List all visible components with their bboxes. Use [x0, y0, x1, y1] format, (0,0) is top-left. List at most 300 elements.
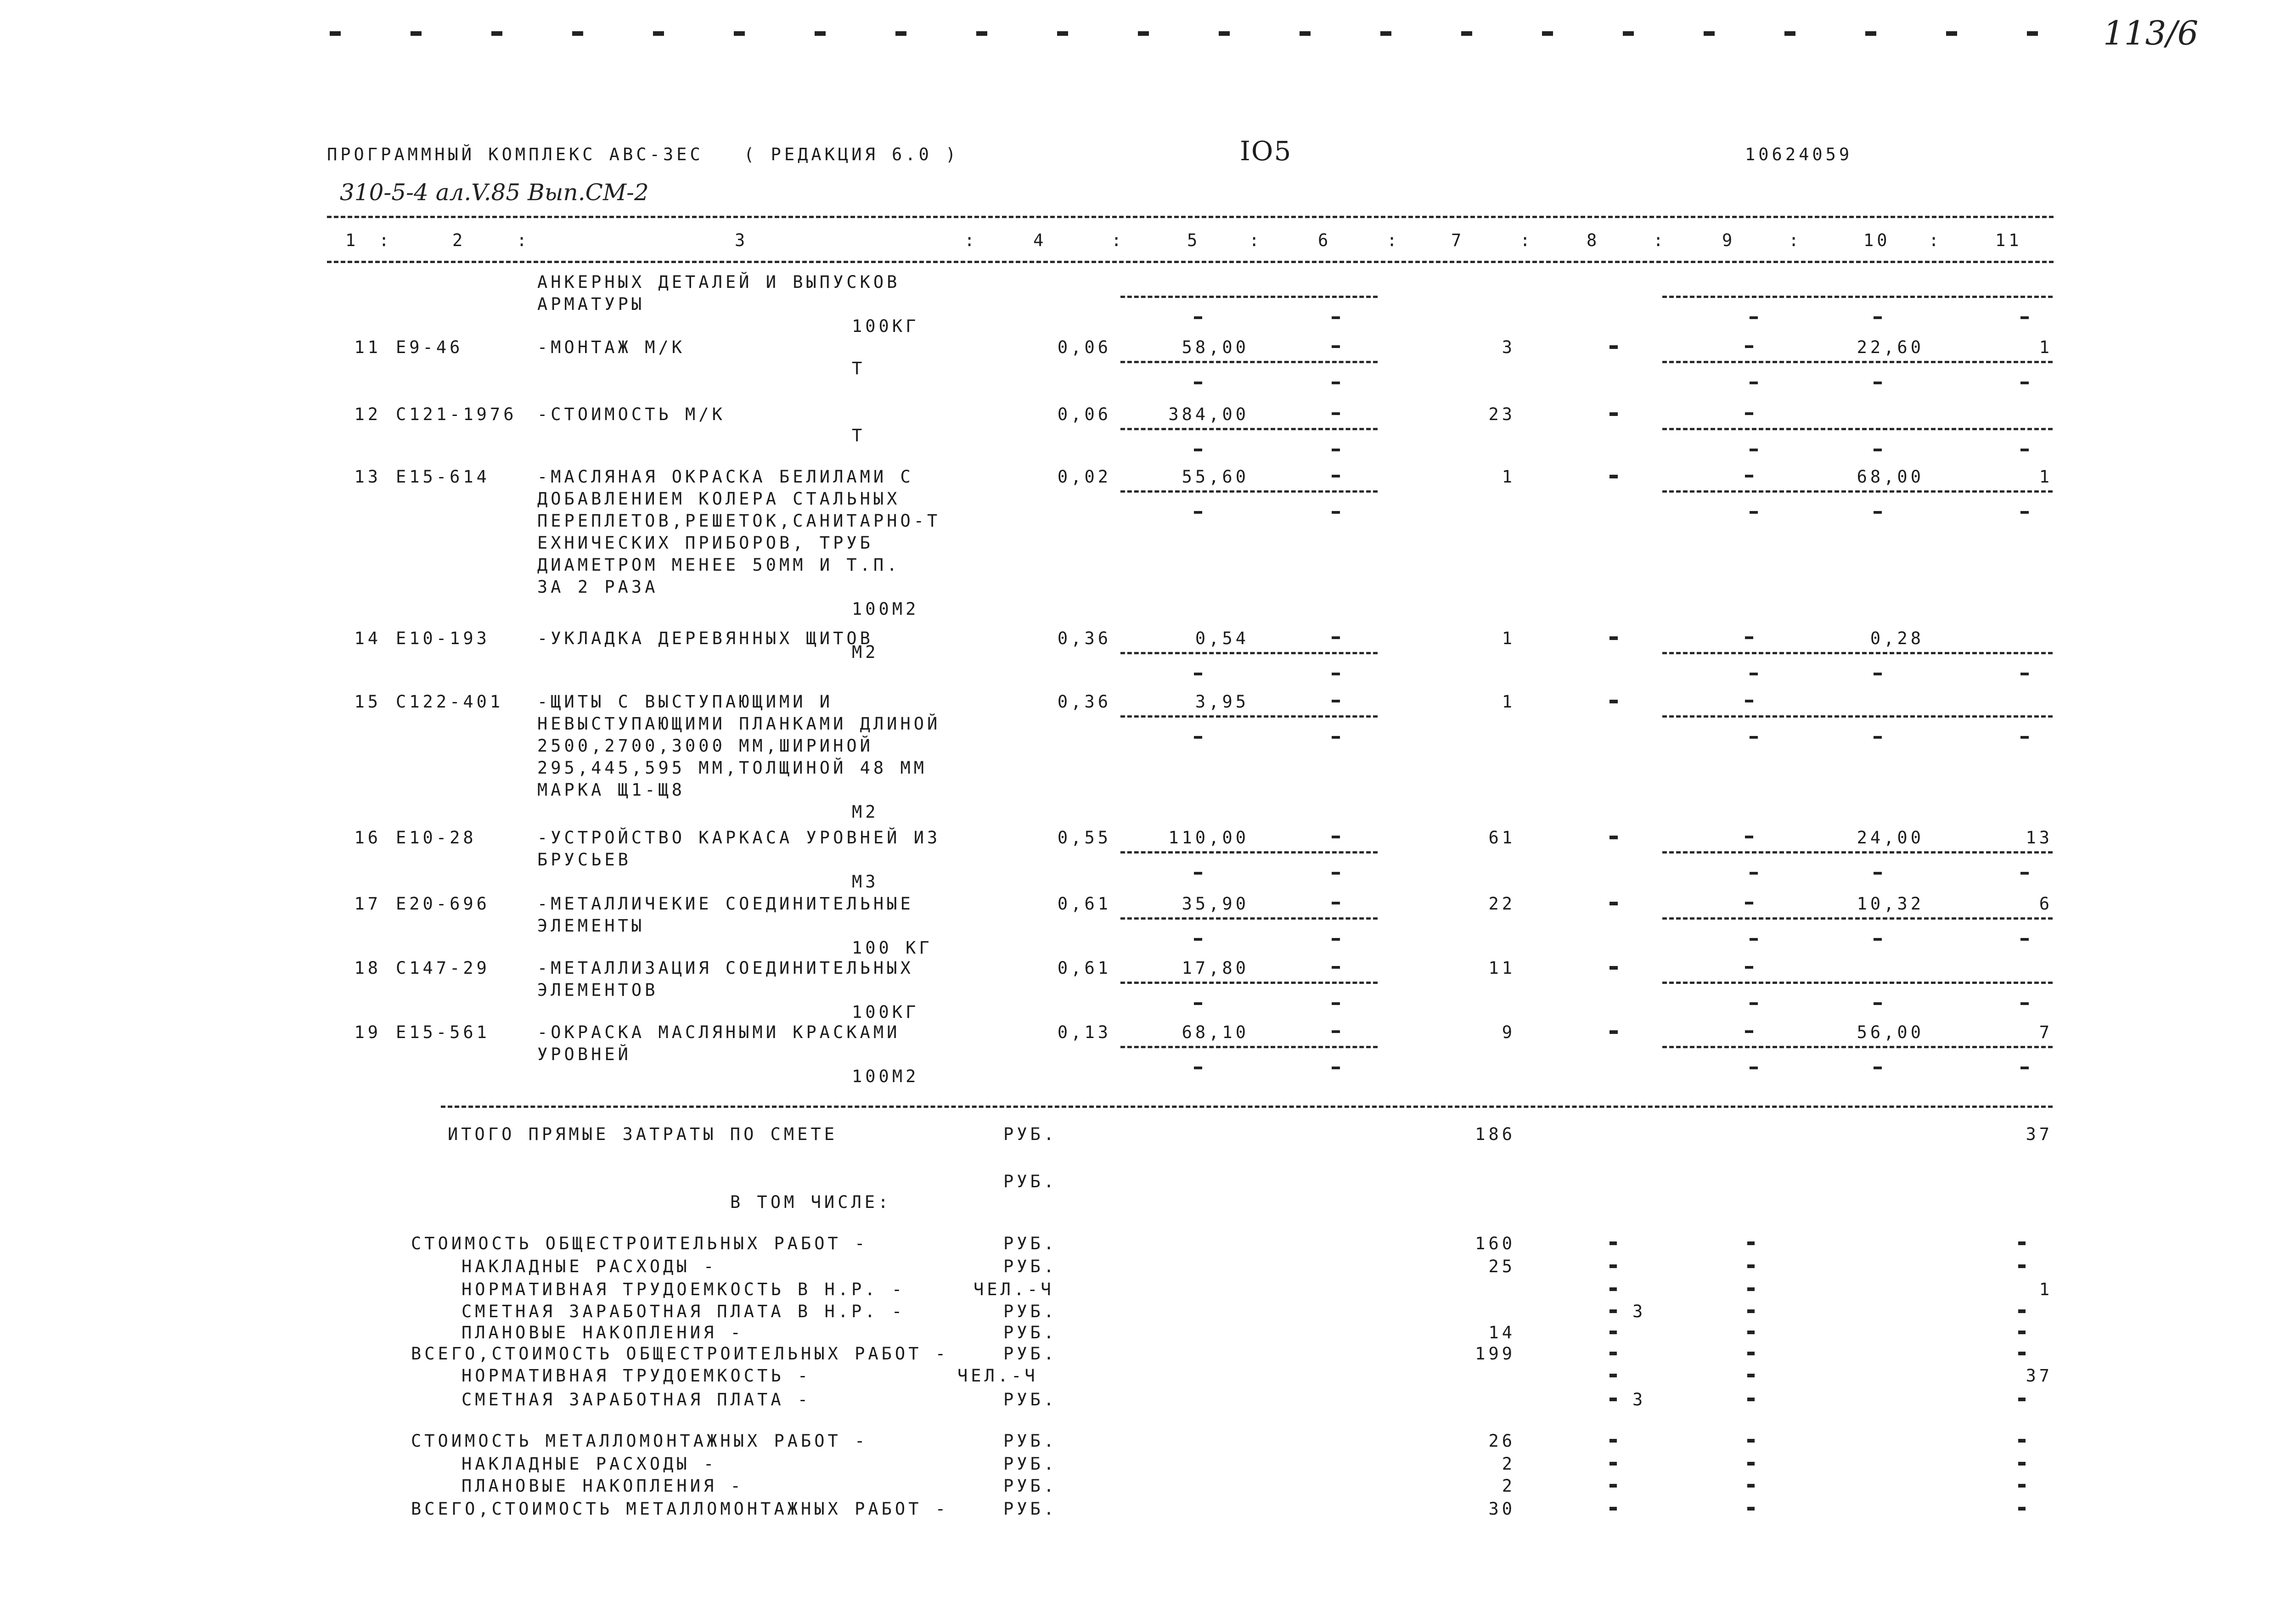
placeholder-mark — [2018, 1462, 2026, 1466]
row-col5: 110,00 — [1168, 828, 1249, 848]
row-col4: 0,36 — [1057, 692, 1111, 712]
subtotal-rule — [1662, 715, 2053, 718]
placeholder-mark — [1609, 1352, 1617, 1355]
summary-unit: РУБ. — [1003, 1257, 1058, 1276]
subtotal-rule — [1662, 851, 2053, 854]
placeholder-mark — [2018, 1241, 2026, 1245]
summary-col7: 2 — [1502, 1454, 1515, 1474]
placeholder-mark — [2020, 1002, 2029, 1005]
registration-mark — [815, 31, 826, 36]
row-unit: 100М2 — [852, 1067, 919, 1086]
row-col5: 35,90 — [1182, 894, 1249, 914]
placeholder-mark — [1745, 902, 1753, 904]
column-separator: : — [517, 230, 530, 250]
page-number: IO5 — [1240, 135, 1292, 167]
column-number: 4 — [1033, 230, 1047, 250]
column-number: 9 — [1722, 230, 1736, 250]
row-col10: 10,32 — [1857, 894, 1924, 914]
row-unit: Т — [852, 359, 866, 378]
summary-col7: 26 — [1488, 1431, 1515, 1451]
placeholder-mark — [1874, 316, 1882, 319]
placeholder-mark — [2020, 938, 2029, 941]
row-col5: 68,10 — [1182, 1022, 1249, 1042]
row-description: ПЕРЕПЛЕТОВ,РЕШЕТОК,САНИТАРНО-Т — [537, 511, 941, 531]
placeholder-mark — [2020, 1067, 2029, 1069]
row-col7: 11 — [1488, 958, 1515, 978]
placeholder-mark — [2018, 1264, 2026, 1268]
subtotal-rule — [1120, 490, 1378, 493]
row-unit: 100М2 — [852, 599, 919, 619]
row-col10: 24,00 — [1857, 828, 1924, 848]
row-col4: 0,06 — [1057, 404, 1111, 424]
summary-label: ВСЕГО,СТОИМОСТЬ МЕТАЛЛОМОНТАЖНЫХ РАБОТ - — [411, 1499, 949, 1519]
placeholder-mark — [1750, 511, 1758, 514]
row-code: Е15-614 — [396, 467, 490, 487]
row-col7: 23 — [1488, 404, 1515, 424]
summary-unit: РУБ. — [1003, 1499, 1058, 1519]
summary-col8: 3 — [1632, 1302, 1646, 1321]
placeholder-mark — [1747, 1331, 1755, 1334]
row-col4: 0,13 — [1057, 1022, 1111, 1042]
registration-mark — [653, 31, 664, 36]
total-col11: 37 — [2026, 1124, 2053, 1144]
column-number: 1 — [345, 230, 359, 250]
registration-mark — [1946, 31, 1957, 36]
placeholder-mark — [1609, 1462, 1617, 1466]
placeholder-mark — [1194, 316, 1202, 319]
summary-label: СТОИМОСТЬ МЕТАЛЛОМОНТАЖНЫХ РАБОТ - — [411, 1431, 868, 1451]
placeholder-mark — [1750, 736, 1758, 739]
column-separator: : — [1520, 230, 1534, 250]
including-label: В ТОМ ЧИСЛЕ: — [730, 1192, 892, 1212]
placeholder-mark — [2018, 1309, 2026, 1313]
placeholder-mark — [1194, 872, 1202, 875]
row-unit: М2 — [852, 802, 879, 822]
row-number: 13 — [354, 467, 381, 487]
placeholder-mark — [1745, 700, 1753, 702]
placeholder-mark — [1609, 1287, 1617, 1291]
row-col7: 22 — [1488, 894, 1515, 914]
placeholder-mark — [1745, 836, 1753, 838]
placeholder-mark — [1747, 1462, 1755, 1466]
summary-unit: РУБ. — [1003, 1454, 1058, 1474]
placeholder-mark — [1750, 449, 1758, 451]
placeholder-mark — [1874, 449, 1882, 451]
placeholder-mark — [1332, 736, 1340, 739]
placeholder-mark — [1609, 636, 1618, 640]
placeholder-mark — [2018, 1352, 2026, 1355]
placeholder-mark — [1750, 673, 1758, 675]
row-col4: 0,06 — [1057, 337, 1111, 357]
placeholder-mark — [1745, 345, 1753, 348]
summary-unit: РУБ. — [1003, 1302, 1058, 1321]
placeholder-mark — [1609, 345, 1618, 349]
placeholder-mark — [1747, 1507, 1755, 1511]
summary-label: ВСЕГО,СТОИМОСТЬ ОБЩЕСТРОИТЕЛЬНЫХ РАБОТ - — [411, 1344, 949, 1364]
placeholder-mark — [1609, 902, 1618, 905]
row-col11: 6 — [2039, 894, 2053, 914]
row-description: -ЩИТЫ С ВЫСТУПАЮЩИМИ И — [537, 692, 833, 712]
placeholder-mark — [1609, 1398, 1617, 1401]
summary-col11: 1 — [2039, 1280, 2053, 1299]
registration-mark — [491, 31, 502, 36]
row-code: Е10-28 — [396, 828, 477, 848]
placeholder-mark — [1194, 938, 1202, 941]
row-col11: 13 — [2026, 828, 2053, 848]
placeholder-mark — [1609, 475, 1618, 478]
placeholder-mark — [2020, 316, 2029, 319]
placeholder-mark — [1747, 1241, 1755, 1245]
placeholder-mark — [2020, 736, 2029, 739]
rule-summary — [441, 1106, 2053, 1108]
row-number: 19 — [354, 1022, 381, 1042]
row-number: 15 — [354, 692, 381, 712]
row-description: 2500,2700,3000 ММ,ШИРИНОЙ — [537, 736, 873, 756]
placeholder-mark — [1609, 836, 1618, 839]
placeholder-mark — [1874, 872, 1882, 875]
edition: ( РЕДАКЦИЯ 6.0 ) — [744, 145, 959, 164]
subtotal-rule — [1662, 982, 2053, 984]
row-description: -МАСЛЯНАЯ ОКРАСКА БЕЛИЛАМИ С — [537, 467, 914, 487]
registration-mark — [572, 31, 583, 36]
placeholder-mark — [2018, 1331, 2026, 1334]
summary-col7: 160 — [1475, 1234, 1515, 1253]
registration-mark — [330, 31, 341, 36]
row-code: Е10-193 — [396, 629, 490, 648]
registration-mark — [1623, 31, 1634, 36]
placeholder-mark — [2018, 1484, 2026, 1488]
summary-unit: РУБ. — [1003, 1344, 1058, 1364]
placeholder-mark — [1745, 1030, 1753, 1033]
row-unit: М3 — [852, 872, 879, 892]
program-name: ПРОГРАММНЫЙ КОМПЛЕКС АВС-ЗЕС — [327, 145, 703, 164]
row-col4: 0,61 — [1057, 958, 1111, 978]
subtotal-rule — [1120, 428, 1378, 430]
row-col10: 56,00 — [1857, 1022, 1924, 1042]
placeholder-mark — [1609, 1331, 1617, 1334]
document-code: 10624059 — [1745, 145, 1853, 164]
placeholder-mark — [1194, 1067, 1202, 1069]
row-description: -МЕТАЛЛИЧЕКИЕ СОЕДИНИТЕЛЬНЫЕ — [537, 894, 914, 914]
column-separator: : — [1249, 230, 1263, 250]
rule-top — [327, 216, 2054, 218]
column-number: 5 — [1187, 230, 1201, 250]
row-description: 295,445,595 ММ,ТОЛЩИНОЙ 48 ММ — [537, 758, 928, 778]
row-number: 14 — [354, 629, 381, 648]
column-number: 7 — [1451, 230, 1465, 250]
summary-unit: РУБ. — [1003, 1476, 1058, 1496]
placeholder-mark — [1750, 938, 1758, 941]
placeholder-mark — [1747, 1352, 1755, 1355]
subtotal-rule — [1662, 428, 2053, 430]
placeholder-mark — [1332, 673, 1340, 675]
rule-header-bottom — [327, 261, 2054, 263]
summary-unit: ЧЕЛ.-Ч — [974, 1280, 1054, 1299]
column-separator: : — [1929, 230, 1942, 250]
row-description: -УКЛАДКА ДЕРЕВЯННЫХ ЩИТОВ — [537, 629, 873, 648]
placeholder-mark — [1609, 1241, 1617, 1245]
row-description: УРОВНЕЙ — [537, 1044, 631, 1064]
placeholder-mark — [1745, 636, 1753, 639]
row-col7: 1 — [1502, 467, 1515, 487]
row-number: 12 — [354, 404, 381, 424]
summary-label: НАКЛАДНЫЕ РАСХОДЫ - — [461, 1454, 717, 1474]
total-unit-2: РУБ. — [1003, 1172, 1058, 1191]
column-separator: : — [964, 230, 978, 250]
summary-unit: ЧЕЛ.-Ч — [957, 1366, 1038, 1386]
summary-unit: РУБ. — [1003, 1431, 1058, 1451]
subtotal-rule — [1120, 296, 1378, 298]
row-description: АНКЕРНЫХ ДЕТАЛЕЙ И ВЫПУСКОВ — [537, 272, 900, 292]
placeholder-mark — [1332, 1030, 1340, 1033]
summary-label: ПЛАНОВЫЕ НАКОПЛЕНИЯ - — [461, 1323, 744, 1342]
row-code: Е15-561 — [396, 1022, 490, 1042]
placeholder-mark — [1332, 475, 1340, 477]
row-unit: М2 — [852, 642, 879, 662]
column-separator: : — [1387, 230, 1401, 250]
row-col7: 61 — [1488, 828, 1515, 848]
placeholder-mark — [1194, 673, 1202, 675]
row-col4: 0,55 — [1057, 828, 1111, 848]
row-description: БРУСЬЕВ — [537, 850, 631, 870]
summary-col7: 199 — [1475, 1344, 1515, 1364]
summary-col7: 2 — [1502, 1476, 1515, 1496]
row-col10: 0,28 — [1870, 629, 1924, 648]
row-col4: 0,61 — [1057, 894, 1111, 914]
row-col10: 22,60 — [1857, 337, 1924, 357]
column-number: 3 — [735, 230, 748, 250]
placeholder-mark — [2018, 1439, 2026, 1443]
row-col5: 55,60 — [1182, 467, 1249, 487]
placeholder-mark — [1874, 938, 1882, 941]
row-number: 16 — [354, 828, 381, 848]
subtotal-rule — [1120, 982, 1378, 984]
placeholder-mark — [1332, 966, 1340, 969]
registration-mark — [1704, 31, 1715, 36]
registration-mark — [895, 31, 906, 36]
row-col7: 1 — [1502, 629, 1515, 648]
registration-mark — [976, 31, 987, 36]
summary-label: СТОИМОСТЬ ОБЩЕСТРОИТЕЛЬНЫХ РАБОТ - — [411, 1234, 868, 1253]
row-description: -МОНТАЖ М/К — [537, 337, 686, 357]
placeholder-mark — [1750, 382, 1758, 384]
handwritten-reference: 310-5-4 ал.V.85 Вып.СМ-2 — [340, 179, 649, 206]
summary-label: СМЕТНАЯ ЗАРАБОТНАЯ ПЛАТА В Н.Р. - — [461, 1302, 906, 1321]
row-col5: 58,00 — [1182, 337, 1249, 357]
column-separator: : — [379, 230, 393, 250]
row-code: С121-1976 — [396, 404, 517, 424]
summary-unit: РУБ. — [1003, 1234, 1058, 1253]
placeholder-mark — [1750, 1002, 1758, 1005]
subtotal-rule — [1120, 361, 1378, 363]
placeholder-mark — [1332, 316, 1340, 319]
registration-mark — [1057, 31, 1068, 36]
subtotal-rule — [1120, 652, 1378, 654]
placeholder-mark — [1332, 345, 1340, 348]
placeholder-mark — [1609, 1030, 1618, 1034]
row-col7: 9 — [1502, 1022, 1515, 1042]
placeholder-mark — [1747, 1484, 1755, 1488]
subtotal-rule — [1662, 917, 2053, 920]
placeholder-mark — [1332, 511, 1340, 514]
row-code: С122-401 — [396, 692, 504, 712]
subtotal-rule — [1662, 490, 2053, 493]
column-number: 11 — [1995, 230, 2022, 250]
row-code: Е20-696 — [396, 894, 490, 914]
placeholder-mark — [1745, 412, 1753, 415]
placeholder-mark — [1609, 1264, 1617, 1268]
placeholder-mark — [1747, 1287, 1755, 1291]
row-col5: 3,95 — [1195, 692, 1249, 712]
placeholder-mark — [1194, 382, 1202, 384]
row-col11: 1 — [2039, 337, 2053, 357]
registration-mark — [1219, 31, 1230, 36]
column-number: 8 — [1587, 230, 1600, 250]
placeholder-mark — [1747, 1398, 1755, 1401]
row-code: С147-29 — [396, 958, 490, 978]
summary-col11: 37 — [2026, 1366, 2053, 1386]
row-col5: 17,80 — [1182, 958, 1249, 978]
placeholder-mark — [1874, 511, 1882, 514]
subtotal-rule — [1662, 1046, 2053, 1048]
placeholder-mark — [1745, 475, 1753, 477]
summary-label: НОРМАТИВНАЯ ТРУДОЕМКОСТЬ В Н.Р. - — [461, 1280, 906, 1299]
placeholder-mark — [1332, 412, 1340, 415]
column-number: 10 — [1863, 230, 1891, 250]
registration-mark — [2027, 31, 2038, 36]
row-description: ЭЛЕМЕНТЫ — [537, 916, 645, 936]
column-separator: : — [1789, 230, 1802, 250]
summary-label: НОРМАТИВНАЯ ТРУДОЕМКОСТЬ - — [461, 1366, 811, 1386]
registration-mark — [1461, 31, 1472, 36]
placeholder-mark — [1609, 1439, 1617, 1443]
row-col5: 0,54 — [1195, 629, 1249, 648]
placeholder-mark — [1750, 1067, 1758, 1069]
summary-col7: 30 — [1488, 1499, 1515, 1519]
placeholder-mark — [1332, 449, 1340, 451]
placeholder-mark — [1332, 902, 1340, 904]
placeholder-mark — [1874, 736, 1882, 739]
registration-mark — [1300, 31, 1311, 36]
column-separator: : — [1653, 230, 1667, 250]
row-col4: 0,02 — [1057, 467, 1111, 487]
placeholder-mark — [2020, 449, 2029, 451]
placeholder-mark — [2020, 511, 2029, 514]
row-description: ДОБАВЛЕНИЕМ КОЛЕРА СТАЛЬНЫХ — [537, 489, 900, 509]
summary-unit: РУБ. — [1003, 1323, 1058, 1342]
row-col11: 1 — [2039, 467, 2053, 487]
row-col7: 3 — [1502, 337, 1515, 357]
placeholder-mark — [1332, 938, 1340, 941]
row-description: ЕХНИЧЕСКИХ ПРИБОРОВ, ТРУБ — [537, 533, 873, 553]
placeholder-mark — [1609, 1507, 1617, 1511]
registration-mark — [1138, 31, 1149, 36]
row-col5: 384,00 — [1168, 404, 1249, 424]
placeholder-mark — [1332, 700, 1340, 702]
row-description: -СТОИМОСТЬ М/К — [537, 404, 726, 424]
row-description: -ОКРАСКА МАСЛЯНЫМИ КРАСКАМИ — [537, 1022, 900, 1042]
placeholder-mark — [1747, 1374, 1755, 1377]
registration-mark — [1380, 31, 1391, 36]
placeholder-mark — [1332, 382, 1340, 384]
row-description: ДИАМЕТРОМ МЕНЕЕ 50ММ И Т.П. — [537, 555, 900, 575]
placeholder-mark — [1194, 449, 1202, 451]
row-description: АРМАТУРЫ — [537, 294, 645, 314]
registration-mark — [734, 31, 745, 36]
placeholder-mark — [1609, 1374, 1617, 1377]
summary-label: СМЕТНАЯ ЗАРАБОТНАЯ ПЛАТА - — [461, 1390, 811, 1409]
placeholder-mark — [1332, 1067, 1340, 1069]
subtotal-rule — [1120, 1046, 1378, 1048]
row-unit: 100 КГ — [852, 938, 933, 958]
subtotal-rule — [1662, 652, 2053, 654]
placeholder-mark — [1609, 700, 1618, 703]
placeholder-mark — [1609, 1484, 1617, 1488]
summary-col7: 14 — [1488, 1323, 1515, 1342]
row-col10: 68,00 — [1857, 467, 1924, 487]
subtotal-rule — [1120, 851, 1378, 854]
placeholder-mark — [1874, 1002, 1882, 1005]
row-col11: 7 — [2039, 1022, 2053, 1042]
column-number: 6 — [1318, 230, 1332, 250]
registration-mark — [1784, 31, 1795, 36]
registration-mark — [1542, 31, 1553, 36]
row-col7: 1 — [1502, 692, 1515, 712]
placeholder-mark — [2018, 1398, 2026, 1401]
placeholder-mark — [1750, 316, 1758, 319]
placeholder-mark — [1332, 636, 1340, 639]
placeholder-mark — [1332, 836, 1340, 838]
placeholder-mark — [2018, 1507, 2026, 1511]
column-number: 2 — [452, 230, 466, 250]
placeholder-mark — [1609, 412, 1618, 416]
row-number: 17 — [354, 894, 381, 914]
subtotal-rule — [1662, 361, 2053, 363]
placeholder-mark — [2020, 673, 2029, 675]
placeholder-mark — [1194, 1002, 1202, 1005]
row-description: -УСТРОЙСТВО КАРКАСА УРОВНЕЙ ИЗ — [537, 828, 941, 848]
summary-unit: РУБ. — [1003, 1390, 1058, 1409]
placeholder-mark — [1194, 511, 1202, 514]
placeholder-mark — [1332, 1002, 1340, 1005]
row-col4: 0,36 — [1057, 629, 1111, 648]
placeholder-mark — [1747, 1264, 1755, 1268]
subtotal-rule — [1120, 917, 1378, 920]
placeholder-mark — [2020, 872, 2029, 875]
placeholder-mark — [1194, 736, 1202, 739]
summary-col8: 3 — [1632, 1390, 1646, 1409]
placeholder-mark — [1747, 1309, 1755, 1313]
placeholder-mark — [2020, 382, 2029, 384]
placeholder-mark — [1750, 872, 1758, 875]
placeholder-mark — [1332, 872, 1340, 875]
summary-label: НАКЛАДНЫЕ РАСХОДЫ - — [461, 1257, 717, 1276]
registration-mark — [411, 31, 422, 36]
placeholder-mark — [1609, 966, 1618, 970]
total-unit: РУБ. — [1003, 1124, 1058, 1144]
placeholder-mark — [1609, 1309, 1617, 1313]
total-label: ИТОГО ПРЯМЫЕ ЗАТРАТЫ ПО СМЕТЕ — [448, 1124, 838, 1144]
corner-note: 113/6 — [2103, 14, 2199, 52]
row-description: МАРКА Щ1-Щ8 — [537, 780, 686, 800]
row-number: 18 — [354, 958, 381, 978]
row-description: ЗА 2 РАЗА — [537, 577, 658, 597]
placeholder-mark — [1747, 1439, 1755, 1443]
row-unit: Т — [852, 426, 866, 445]
total-col7: 186 — [1475, 1124, 1515, 1144]
row-code: Е9-46 — [396, 337, 463, 357]
registration-mark — [1865, 31, 1876, 36]
